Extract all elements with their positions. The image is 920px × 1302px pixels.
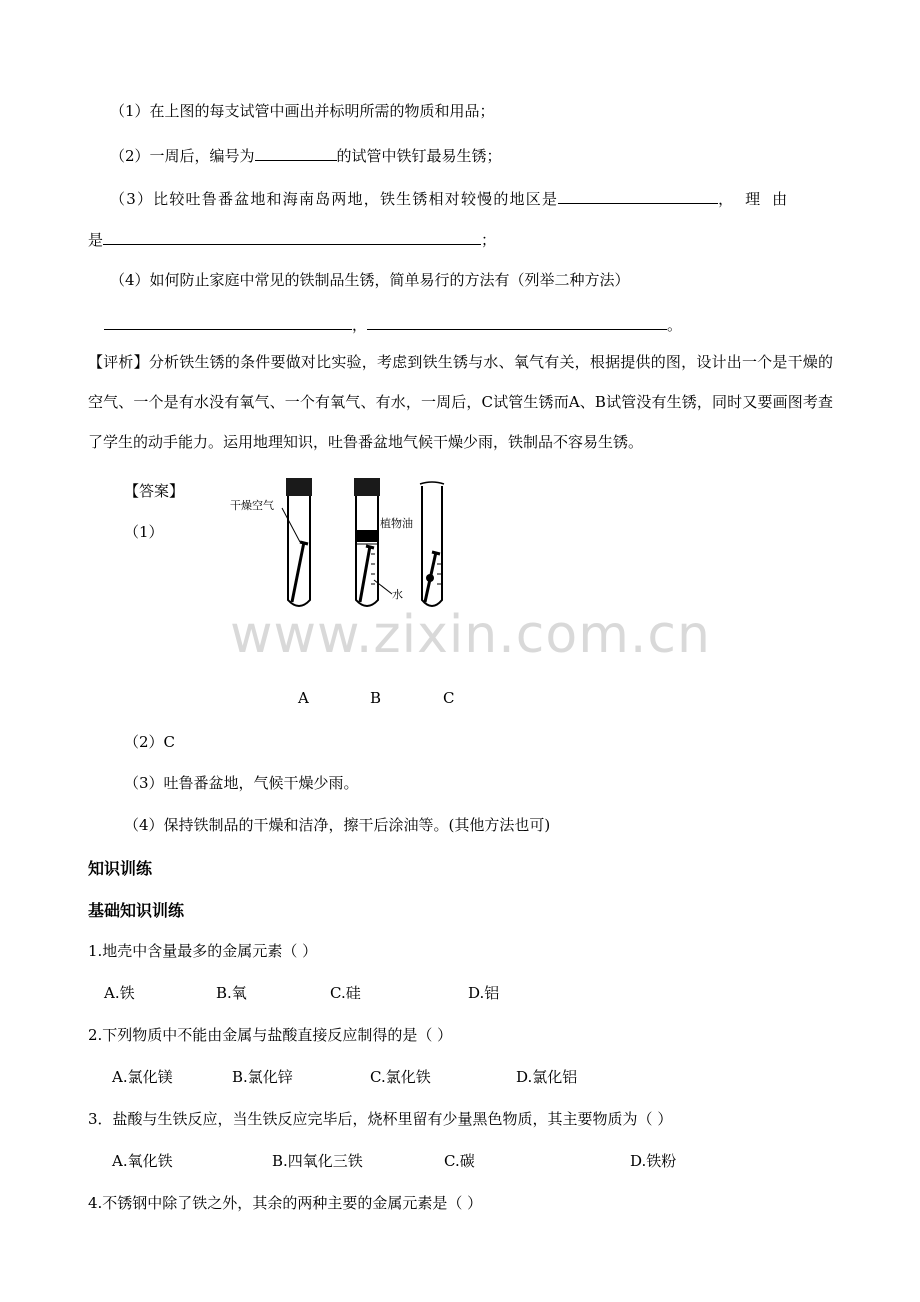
mcq-1-option-d[interactable]: D.铝 [468, 984, 500, 1002]
answer-blank[interactable] [103, 227, 481, 245]
tube-b [354, 478, 380, 606]
mcq-3-option-a[interactable]: A.氧化铁 [112, 1152, 173, 1170]
question-4: （4）如何防止家庭中常见的铁制品生锈，简单易行的方法有（列举二种方法） [110, 271, 630, 289]
question-3 [110, 186, 835, 209]
answer-blank[interactable] [255, 143, 337, 161]
analysis-paragraph: 【评析】分析铁生锈的条件要做对比实验，考虑到铁生锈与水、氧气有关，根据提供的图，设计出一个是干燥的空气、一个是有水没有氧气、一个有氧气、有水，一周后，C试管生锈而A、B试管没有生锈，同时又要画图考查了学生的动手能力。运用地理知识，吐鲁番盆地气候干燥少雨，铁制品不容易生锈。 [88, 353, 833, 451]
label-water: 水 [392, 588, 403, 601]
mcq-2-stem: 2.下列物质中不能由金属与盐酸直接反应制得的是（ ） [88, 1026, 453, 1044]
mcq-1-option-c[interactable]: C.硅 [330, 984, 361, 1002]
mcq-3-option-c[interactable]: C.碳 [444, 1152, 475, 1170]
heading-knowledge-training: 知识训练 [88, 859, 153, 878]
tube-label-a: A [298, 689, 309, 707]
period: 。 [667, 316, 683, 334]
answer-2: （2）C [124, 733, 176, 751]
mcq-3-stem: 3．盐酸与生铁反应，当生铁反应完毕后，烧杯里留有少量黑色物质，其主要物质为（ ） [88, 1110, 673, 1128]
mcq-2-option-b[interactable]: B.氯化锌 [232, 1068, 293, 1086]
answer-label: 【答案】 [124, 482, 185, 500]
answer-blank[interactable] [104, 312, 352, 330]
mcq-3-option-d[interactable]: D.铁粉 [630, 1152, 677, 1170]
mcq-2-option-c[interactable]: C.氯化铁 [370, 1068, 431, 1086]
test-tube-figure [220, 470, 480, 620]
mcq-1-stem: 1.地壳中含量最多的金属元素（ ） [88, 942, 318, 960]
answer-blank[interactable] [558, 186, 718, 204]
mcq-4-stem: 4.不锈钢中除了铁之外，其余的两种主要的金属元素是（ ） [88, 1194, 483, 1212]
tube-label-c: C [443, 689, 455, 707]
question-3-suffix: ，理由 [718, 190, 800, 208]
mcq-2-option-d[interactable]: D.氯化铝 [516, 1068, 578, 1086]
tube-label-b: B [370, 689, 382, 707]
mcq-2-option-a[interactable]: A.氯化镁 [112, 1068, 173, 1086]
comma: ， [352, 316, 368, 334]
question-1: （1）在上图的每支试管中画出并标明所需的物质和用品； [110, 102, 495, 120]
mcq-3-option-b[interactable]: B.四氧化三铁 [272, 1152, 363, 1170]
heading-basic-training: 基础知识训练 [88, 901, 185, 920]
answer-4: （4）保持铁制品的干燥和洁净，擦干后涂油等。(其他方法也可) [124, 816, 551, 834]
mcq-1-option-b[interactable]: B.氧 [216, 984, 247, 1002]
answer-1-label: （1） [124, 523, 164, 541]
question-3-continued [88, 227, 496, 250]
watermark: www.zixin.com.cn [230, 605, 711, 665]
question-4-blanks [104, 312, 682, 335]
label-oil: 植物油 [380, 517, 413, 530]
answer-3: （3）吐鲁番盆地，气候干燥少雨。 [124, 774, 359, 792]
question-3-prefix: （3）比较吐鲁番盆地和海南岛两地，铁生锈相对较慢的地区是 [110, 190, 559, 208]
tube-a [286, 478, 312, 606]
mcq-1-option-a[interactable]: A.铁 [104, 984, 135, 1002]
question-2-suffix: 的试管中铁钉最易生锈； [336, 147, 502, 165]
question-3-cont-prefix: 是 [88, 231, 104, 249]
question-3-cont-suffix: ； [481, 231, 497, 249]
label-dry-air: 干燥空气 [230, 499, 274, 512]
question-2-prefix: （2）一周后，编号为 [110, 147, 255, 165]
tube-c [420, 482, 444, 606]
answer-blank[interactable] [367, 312, 667, 330]
question-2 [110, 143, 502, 166]
